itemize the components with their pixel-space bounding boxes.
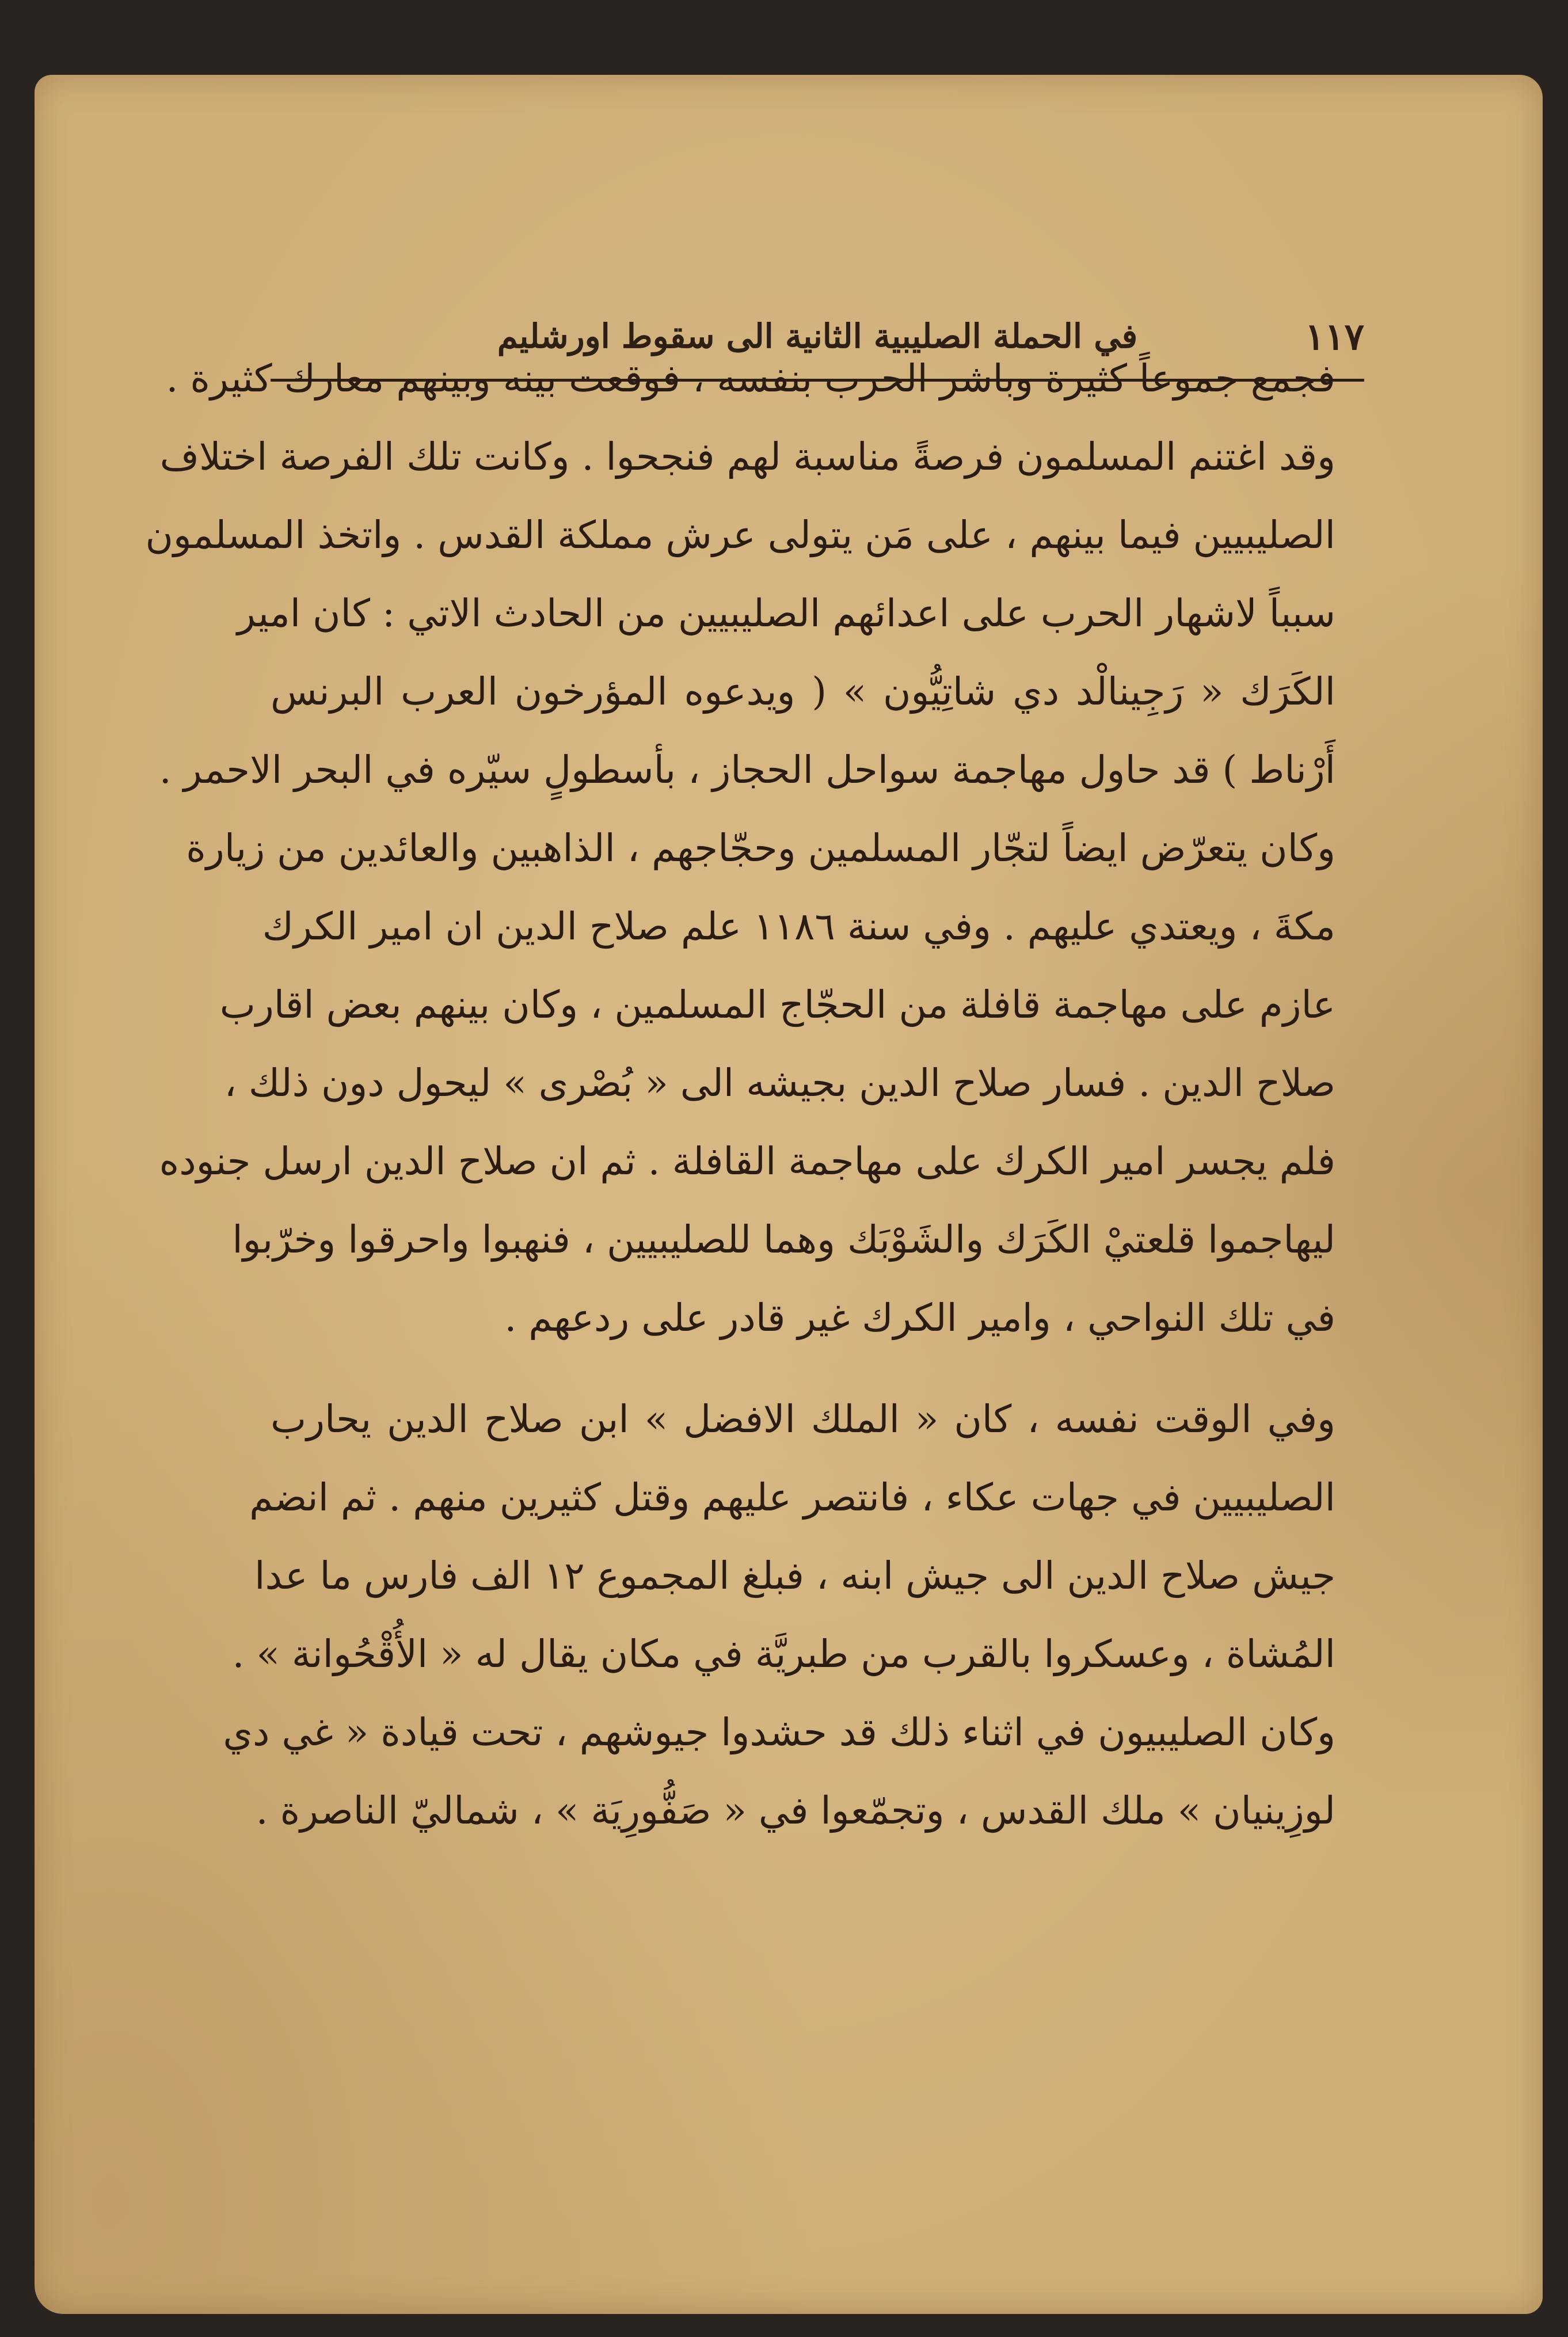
- text-line: ليهاجموا قلعتيْ الكَرَك والشَوْبَك وهما للصليبيين ، فنهبوا واحرقوا وخرّبوا: [232, 1217, 1335, 1262]
- text-line: أَرْناط ) قد حاول مهاجمة سواحل الحجاز ، بأسطولٍ سيّره في البحر الاحمر .: [159, 748, 1335, 792]
- paragraph-gap: [271, 1357, 1335, 1380]
- text-line: المُشاة ، وعسكروا بالقرب من طبريَّة في مكان يقال له « الأُقْحُوانة » .: [232, 1632, 1335, 1676]
- text-line: الصليبيين فيما بينهم ، على مَن يتولى عرش مملكة القدس . واتخذ المسلمون: [145, 513, 1335, 557]
- text-line: وكان يتعرّض ايضاً لتجّار المسلمين وحجّاجهم ، الذاهبين والعائدين من زيارة: [186, 826, 1335, 870]
- text-line: الكَرَك « رَجِينالْد دي شاتِيُّون » ( ويدعوه المؤرخون العرب البرنس: [271, 669, 1335, 714]
- paragraph: [223, 1380, 1335, 1850]
- text-line: سبباً لاشهار الحرب على اعدائهم الصليبيين من الحادث الاتي : كان امير: [237, 591, 1335, 635]
- text-line: الصليبيين في جهات عكاء ، فانتصر عليهم وقتل كثيرين منهم . ثم انضم: [249, 1475, 1335, 1520]
- body-text: [145, 340, 1335, 1850]
- text-line: وفي الوقت نفسه ، كان « الملك الافضل » ابن صلاح الدين يحارب: [271, 1397, 1335, 1441]
- text-line: فجمع جموعاً كثيرة وباشر الحرب بنفسه ، فوقعت بينه وبينهم معارك كثيرة .: [166, 356, 1335, 401]
- text-line: مكةَ ، ويعتدي عليهم . وفي سنة ١١٨٦ علم صلاح الدين ان امير الكرك: [262, 904, 1335, 949]
- text-line: وكان الصليبيون في اثناء ذلك قد حشدوا جيوشهم ، تحت قيادة « غي دي: [223, 1710, 1335, 1754]
- text-line: في تلك النواحي ، وامير الكرك غير قادر على ردعهم .: [504, 1296, 1335, 1340]
- text-line: صلاح الدين . فسار صلاح الدين بجيشه الى « بُصْرى » ليحول دون ذلك ،: [224, 1061, 1335, 1105]
- page-number: ١١٧: [1304, 315, 1364, 359]
- text-line: وقد اغتنم المسلمون فرصةً مناسبة لهم فنجحوا . وكانت تلك الفرصة اختلاف: [159, 435, 1335, 479]
- text-line: عازم على مهاجمة قافلة من الحجّاج المسلمين ، وكان بينهم بعض اقارب: [219, 983, 1335, 1027]
- text-line: فلم يجسر امير الكرك على مهاجمة القافلة . ثم ان صلاح الدين ارسل جنوده: [159, 1139, 1335, 1183]
- text-line: لوزِينيان » ملك القدس ، وتجمّعوا في « صَفُّورِيَة » ، شماليّ الناصرة .: [256, 1788, 1335, 1833]
- running-title: في الحملة الصليبية الثانية الى سقوط اورشليم: [497, 317, 1138, 356]
- text-line: جيش صلاح الدين الى جيش ابنه ، فبلغ المجموع ١٢ الف فارس ما عدا: [254, 1554, 1335, 1598]
- paragraph: [145, 340, 1335, 1357]
